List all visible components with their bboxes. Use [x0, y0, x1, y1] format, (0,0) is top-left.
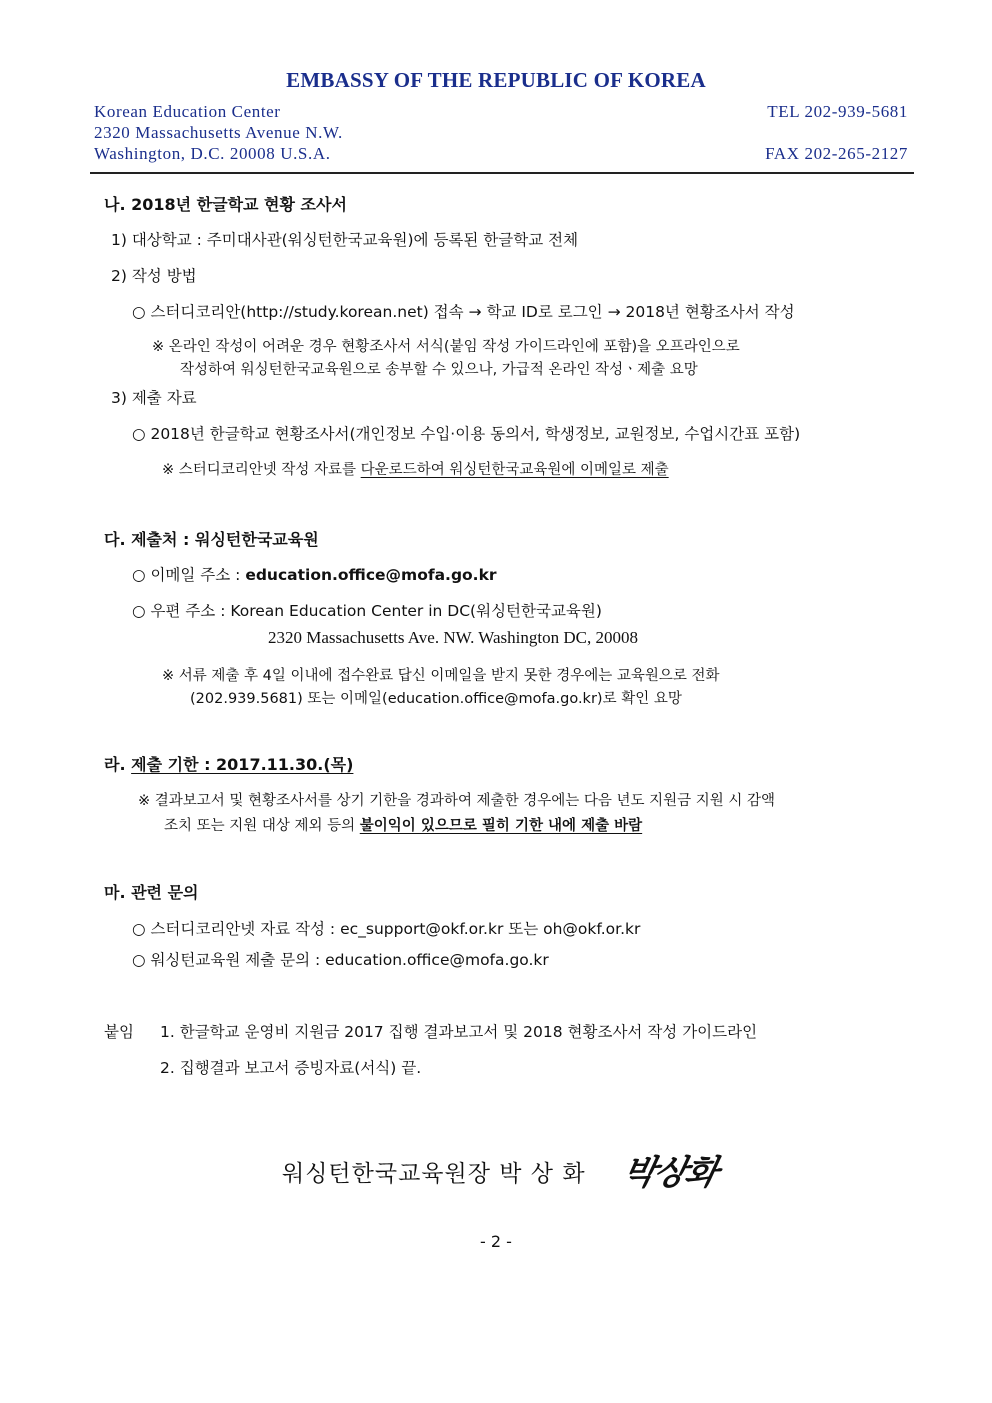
email-label: ○ 이메일 주소 : — [132, 566, 246, 584]
section-da-note-2: (202.939.5681) 또는 이메일(education.office@mofa.go.kr)로 확인 요망 — [190, 691, 682, 707]
page-number: - 2 - — [480, 1232, 512, 1251]
attachments-label: 붙임 — [104, 1023, 134, 1041]
section-na-item-2-bullet: ○ 스터디코리안(http://study.korean.net) 접속 → 학교 ID로 로그인 → 2018년 현황조사서 작성 — [132, 303, 795, 321]
email-value: education.office@mofa.go.kr — [245, 566, 497, 584]
section-na-heading: 나. 2018년 한글학교 현황 조사서 — [104, 195, 347, 214]
attachment-item-1: 1. 한글학교 운영비 지원금 2017 집행 결과보고서 및 2018 현황조사서 작성 가이드라인 — [160, 1023, 758, 1041]
section-da-email — [132, 563, 497, 585]
section-ra-deadline: 제출 기한 : 2017.11.30.(목) — [131, 755, 354, 774]
section-da-post-line-2: 2320 Massachusetts Ave. NW. Washington DC, 20008 — [268, 628, 638, 647]
section-na-item-3-note — [162, 458, 669, 479]
section-na-item-2-note-1: ※ 온라인 작성이 어려운 경우 현황조사서 서식(붙임 작성 가이드라인에 포함)을 오프라인으로 — [152, 339, 740, 355]
section-ma-item-1: ○ 스터디코리안넷 자료 작성 : ec_support@okf.or.kr 또는 oh@okf.or.kr — [132, 920, 641, 938]
letterhead-title: EMBASSY OF THE REPUBLIC OF KOREA — [286, 68, 706, 92]
tel-number: TEL 202-939-5681 — [767, 102, 908, 121]
section-na-item-2-note-2: 작성하여 워싱턴한국교육원으로 송부할 수 있으나, 가급적 온라인 작성ㆍ제출 요망 — [180, 362, 698, 378]
section-ma-item-2: ○ 워싱턴교육원 제출 문의 : education.office@mofa.go.kr — [132, 951, 549, 969]
section-ra-prefix: 라. — [104, 755, 132, 774]
note-underlined: 다운로드하여 워싱턴한국교육원에 이메일로 제출 — [360, 462, 669, 478]
fax-number: FAX 202-265-2127 — [765, 144, 908, 163]
address-line-1: 2320 Massachusetts Avenue N.W. — [94, 123, 343, 142]
section-ra-heading — [104, 752, 353, 775]
header-rule — [90, 172, 914, 174]
note-bold-warning: 불이익이 있으므로 필히 기한 내에 제출 바람 — [359, 818, 643, 834]
section-ma-heading: 마. 관련 문의 — [104, 883, 199, 902]
section-na-item-3-bullet: ○ 2018년 한글학교 현황조사서(개인정보 수입·이용 동의서, 학생정보, 교원정보, 수업시간표 포함) — [132, 425, 801, 443]
section-na-item-2: 2) 작성 방법 — [111, 267, 197, 285]
note-prefix: ※ 스터디코리안넷 작성 자료를 — [162, 462, 361, 478]
address-line-2: Washington, D.C. 20008 U.S.A. — [94, 144, 331, 163]
attachment-item-2: 2. 집행결과 보고서 증빙자료(서식) 끝. — [160, 1059, 422, 1077]
section-na-item-1: 1) 대상학교 : 주미대사관(워싱턴한국교육원)에 등록된 한글학교 전체 — [111, 231, 579, 249]
note-prefix: 조치 또는 지원 대상 제외 등의 — [164, 818, 360, 834]
signatory-name: 워싱턴한국교육원장 박 상 화 — [282, 1161, 586, 1187]
section-da-post: ○ 우편 주소 : Korean Education Center in DC(워싱턴한국교육원) — [132, 602, 602, 620]
handwritten-signature: 박상화 — [619, 1153, 721, 1193]
section-da-heading: 다. 제출처 : 워싱턴한국교육원 — [104, 530, 319, 549]
section-ra-note-1: ※ 결과보고서 및 현황조사서를 상기 기한을 경과하여 제출한 경우에는 다음 년도 지원금 지원 시 감액 — [138, 793, 775, 809]
section-na-item-3: 3) 제출 자료 — [111, 389, 197, 407]
section-da-note-1: ※ 서류 제출 후 4일 이내에 접수완료 답신 이메일을 받지 못한 경우에는 교육원으로 전화 — [162, 668, 720, 684]
org-name: Korean Education Center — [94, 102, 281, 121]
section-ra-note-2 — [164, 814, 642, 835]
